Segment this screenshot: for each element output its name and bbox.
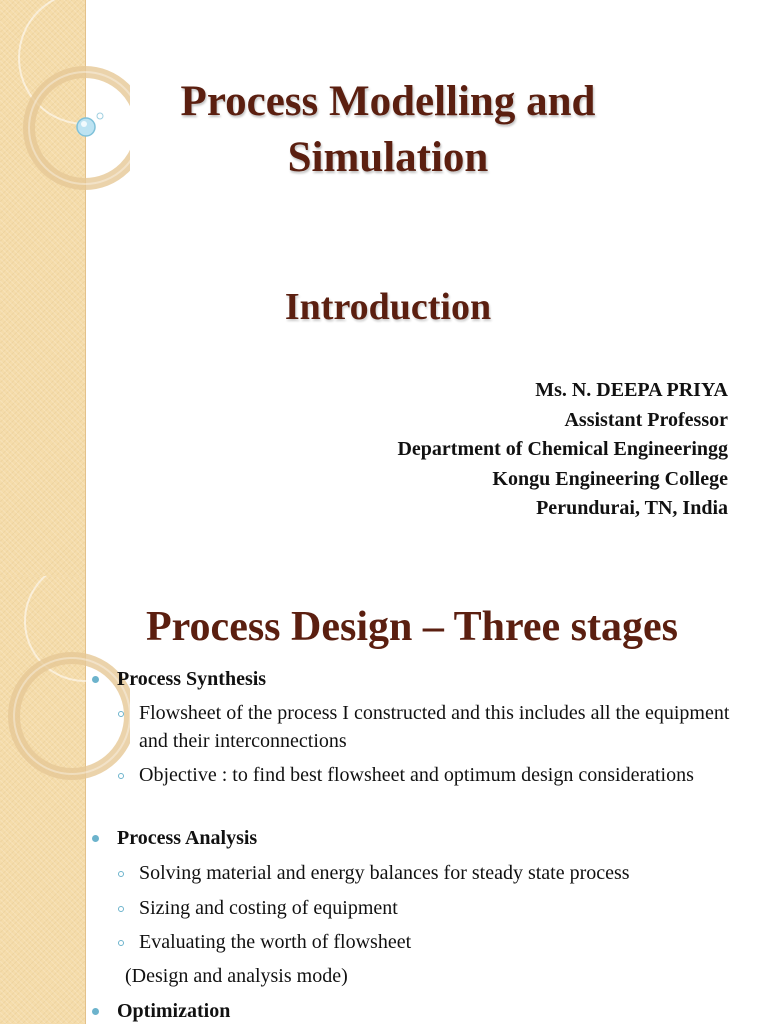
bullet-icon [92, 1008, 99, 1015]
bullet-icon [92, 835, 99, 842]
slide-subtitle: Introduction [284, 286, 492, 328]
bullet-heading: Process Synthesis [117, 668, 267, 690]
author-position: Assistant Professor [564, 408, 728, 431]
sub-bullet-text: Evaluating the worth of flowsheet [139, 931, 412, 953]
content-slide [0, 576, 768, 1024]
author-college: Kongu Engineering College [492, 467, 728, 490]
sub-bullet-text: Sizing and costing of equipment [139, 897, 398, 919]
sub-bullet-text: Flowsheet of the process I constructed and this includes all the equipment and their interconnections [139, 702, 730, 752]
author-department: Department of Chemical Engineeringg [397, 438, 728, 460]
mode-note: (Design and analysis mode) [125, 965, 348, 987]
sub-bullet-icon [118, 940, 124, 946]
bullet-icon [92, 676, 99, 683]
sub-bullet-icon [118, 906, 124, 912]
slide-title: Process Design – Three stages [146, 604, 678, 650]
title-line-1: Process Modelling and [180, 78, 596, 125]
sub-bullet-text: Solving material and energy balances for steady state process [139, 862, 630, 884]
author-name: Ms. N. DEEPA PRIYA [535, 379, 728, 401]
author-block [397, 376, 728, 524]
bullet-heading: Optimization [117, 1000, 231, 1022]
title-line-2: Simulation [287, 134, 489, 181]
sub-bullet-icon [118, 871, 124, 877]
slide-title [88, 74, 688, 186]
author-location: Perundurai, TN, India [536, 497, 728, 519]
bullet-heading: Process Analysis [117, 827, 258, 849]
sub-bullet-icon [118, 773, 124, 779]
sub-bullet-text: Objective : to find best flowsheet and optimum design considerations [139, 764, 694, 786]
sub-bullet-icon [118, 711, 124, 717]
